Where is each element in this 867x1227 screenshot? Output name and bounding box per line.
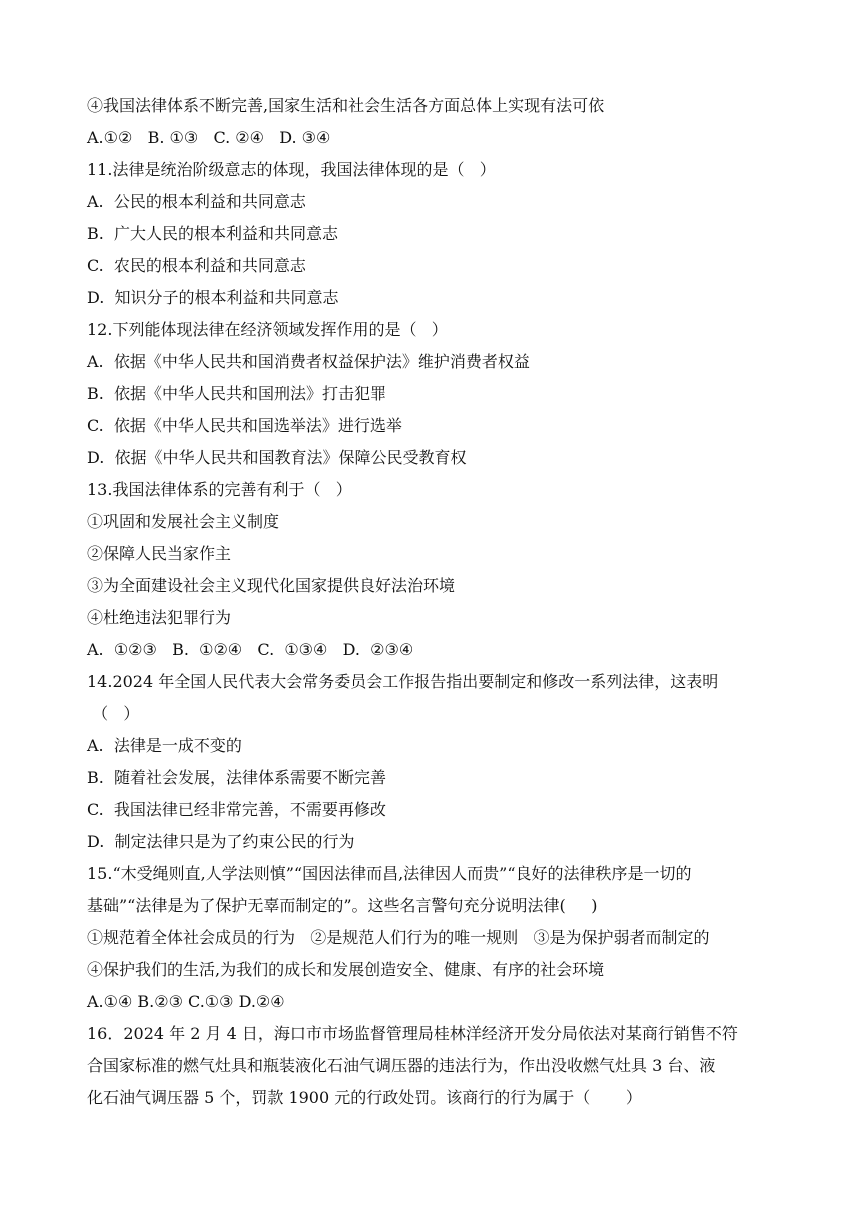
question-11-option-d: D. 知识分子的根本利益和共同意志	[87, 288, 339, 307]
question-12-option-d: D. 依据《中华人民共和国教育法》保障公民受教育权	[87, 448, 467, 467]
question-15-stem-cont: 基础”“法律是为了保护无辜而制定的”。这些名言警句充分说明法律( )	[87, 896, 598, 915]
question-16-stem-cont-2: 化石油气调压器 5 个，罚款 1900 元的行政处罚。该商行的行为属于（ ）	[87, 1088, 642, 1107]
question-12-option-b: B. 依据《中华人民共和国刑法》打击犯罪	[87, 384, 387, 403]
answer-choices: A.①② B. ①③ C. ②④ D. ③④	[87, 128, 331, 147]
question-14-option-d: D. 制定法律只是为了约束公民的行为	[87, 832, 355, 851]
question-11-option-b: B. 广大人民的根本利益和共同意志	[87, 224, 339, 243]
question-11-option-a: A. 公民的根本利益和共同意志	[87, 192, 306, 211]
question-14-option-b: B. 随着社会发展，法律体系需要不断完善	[87, 768, 387, 787]
question-14-option-c: C. 我国法律已经非常完善，不需要再修改	[87, 800, 386, 819]
question-16-stem: 16．2024 年 2 月 4 日，海口市市场监督管理局桂林洋经济开发分局依法对某商行销售不符	[87, 1024, 738, 1043]
question-12-option-c: C. 依据《中华人民共和国选举法》进行选举	[87, 416, 402, 435]
question-12-stem: 12.下列能体现法律在经济领域发挥作用的是（ ）	[87, 320, 448, 339]
question-16-stem-cont-1: 合国家标准的燃气灶具和瓶装液化石油气调压器的违法行为，作出没收燃气灶具 3 台、液	[87, 1056, 716, 1075]
option-line: ④我国法律体系不断完善,国家生活和社会生活各方面总体上实现有法可依	[87, 96, 605, 115]
question-11-option-c: C. 农民的根本利益和共同意志	[87, 256, 306, 275]
question-14-stem: 14.2024 年全国人民代表大会常务委员会工作报告指出要制定和修改一系列法律，这表明	[87, 672, 719, 691]
question-15-item-4: ④保护我们的生活,为我们的成长和发展创造安全、健康、有序的社会环境	[87, 960, 605, 979]
question-15-stem: 15.“木受绳则直,人学法则慎”“国因法律而昌,法律因人而贵”“良好的法律秩序是一切的	[87, 864, 692, 883]
question-12-option-a: A. 依据《中华人民共和国消费者权益保护法》维护消费者权益	[87, 352, 530, 371]
question-14-stem-cont: （ ）	[87, 704, 140, 723]
question-13-item-4: ④杜绝违法犯罪行为	[87, 608, 232, 627]
question-14-option-a: A. 法律是一成不变的	[87, 736, 242, 755]
question-13-item-1: ①巩固和发展社会主义制度	[87, 512, 280, 531]
question-13-item-2: ②保障人民当家作主	[87, 544, 232, 563]
question-15-answer-choices: A.①④ B.②③ C.①③ D.②④	[87, 992, 285, 1011]
question-13-stem: 13.我国法律体系的完善有利于（ ）	[87, 480, 352, 499]
question-11-stem: 11.法律是统治阶级意志的体现，我国法律体现的是（ ）	[87, 160, 496, 179]
question-15-items-1-3: ①规范着全体社会成员的行为 ②是规范人们行为的唯一规则 ③是为保护弱者而制定的	[87, 928, 710, 947]
question-13-answer-choices: A. ①②③ B. ①②④ C. ①③④ D. ②③④	[87, 640, 414, 659]
question-13-item-3: ③为全面建设社会主义现代化国家提供良好法治环境	[87, 576, 456, 595]
